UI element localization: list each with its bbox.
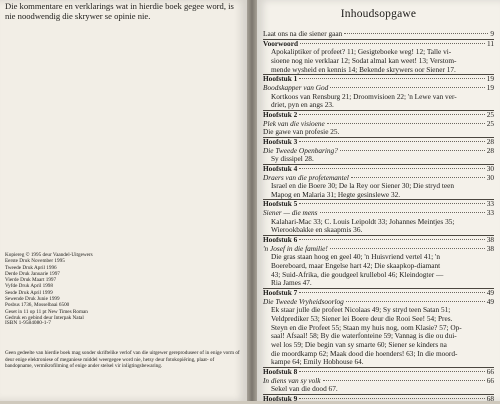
toc-entry-description: Veldprediker 53; Siener lei Boere deur die Rooi See! 54; Pres. xyxy=(271,314,453,323)
toc-entry-description: Israel en die Boere 30; De la Rey oor Siener 30; Die stryd teen xyxy=(271,181,454,191)
toc-entry-description: Kalahari-Mac 33; C. Louis Leipoldt 33; Johannes Meintjes 35; xyxy=(271,216,455,226)
toc-page-number: 66 xyxy=(486,366,494,376)
toc-title: Inhoudsopgawe xyxy=(340,8,417,20)
toc-page-number: 68 xyxy=(486,393,494,403)
toc-label: Siener — die mens xyxy=(263,208,318,218)
toc-label: Voorwoord xyxy=(263,38,298,48)
toc-label: Boodskapper van God xyxy=(263,82,329,92)
toc-entry-description: driet, pyn en angs 23. xyxy=(271,100,334,110)
toc-label: Hoofstuk 8 xyxy=(263,366,298,376)
toc-leader-dots xyxy=(346,301,485,302)
imprint-line: Vyfde Druk April 1998 xyxy=(5,283,53,290)
toc-entry-description: Boereboard, maar Engelse hart 42; Die skaapkop-diamant xyxy=(271,261,441,271)
toc-leader-dots xyxy=(330,248,485,249)
toc-page-number: 19 xyxy=(486,82,494,92)
toc-label: Hoofstuk 3 xyxy=(263,136,298,146)
toc-leader-dots xyxy=(320,212,485,213)
toc-label: Hoofstuk 4 xyxy=(263,163,298,173)
toc-leader-dots xyxy=(299,114,484,115)
toc-label: Die Tweede Openbaring? xyxy=(263,145,338,155)
intro-note: Die kommentare en verklarings wat in hierdie boek gegee word, is nie noodwendig die skrywer se opinie nie. xyxy=(5,1,234,22)
imprint-line: Geset in 11 op 11 pt New Times Roman xyxy=(5,308,88,315)
toc-label: Hoofstuk 1 xyxy=(263,74,298,84)
toc-entry-description: Kortkoos van Rensburg 21; Droomvisioen 22; 'n Lewe van ver- xyxy=(271,91,457,101)
toc-leader-dots xyxy=(299,292,484,293)
copyright-notice: Geen gedeelte van hierdie boek mag sonder skriftelike verlof van die uitgewer gereproduseer of in enige vorm of deur enige elektroniese of meganiese middel weergegee word nie, hetsy deur fotokopiëring, plaat- of bandopname, vermikrofilming of enige ander stelsel vir inligtingsbewaring. xyxy=(5,350,240,370)
toc-label: Hoofstuk 2 xyxy=(263,109,298,119)
toc-page-number: 19 xyxy=(486,74,494,84)
toc-entry-description: Die gras staan hoog en geel 40; 'n Huisvriend vertel 41; 'n xyxy=(271,252,440,262)
imprint-line: Vierde Druk Maart 1997 xyxy=(5,277,57,284)
toc-leader-dots xyxy=(351,177,485,178)
toc-page-number: 25 xyxy=(486,118,494,128)
toc-entry-description: wel los 59; Die begin van sy smarte 60; Siener se kinders na xyxy=(271,339,447,349)
toc-page-number: 30 xyxy=(486,163,494,173)
toc-leader-dots xyxy=(299,239,484,240)
toc-leader-dots xyxy=(300,43,485,44)
toc-leader-dots xyxy=(299,371,484,372)
toc-page-number: 11 xyxy=(486,38,494,48)
toc-chapter-heading xyxy=(263,394,494,404)
toc-leader-dots xyxy=(299,78,484,79)
toc-page-number: 28 xyxy=(486,136,494,146)
toc-page-number: 28 xyxy=(486,145,494,155)
toc-leader-dots xyxy=(327,123,485,124)
toc-entry-description: Ria James 47. xyxy=(271,278,312,288)
toc-page-number: 30 xyxy=(486,172,494,182)
toc-entry-description: Ek staar julle die profeet Nicolaas 49; Sy stryd teen Satan 51; xyxy=(271,305,451,315)
toc-page-number: 49 xyxy=(486,288,494,298)
toc-label: In diens van sy volk xyxy=(263,375,321,385)
toc-label: Plek van die visioene xyxy=(263,118,325,128)
toc-entry xyxy=(263,30,494,39)
toc-leader-dots xyxy=(340,150,485,151)
toc-entry-description: mende wysheid en kennis 14; Bekende skrywers oor Siener 17. xyxy=(271,64,456,74)
toc-entry-description: saal! Afsaal! 58; By die waterfonteine 59; Vannag is die ou dui- xyxy=(271,331,457,341)
toc-page-number: 49 xyxy=(486,296,494,306)
toc-entry-description: sioene nog nie verklaar 12; Sodat almal kan weet! 13; Verstom- xyxy=(271,55,457,65)
toc-page-number: 9 xyxy=(490,29,494,38)
toc-page-number: 33 xyxy=(486,199,494,209)
toc-leader-dots xyxy=(299,168,484,169)
toc-label: Hoofstuk 9 xyxy=(263,393,298,403)
toc-leader-dots xyxy=(323,380,485,381)
toc-label: Die Tweede Vryheidsoorlog xyxy=(263,296,344,306)
toc-leader-dots xyxy=(344,33,488,34)
imprint-block xyxy=(5,252,155,321)
toc-label: Hoofstuk 5 xyxy=(263,199,298,209)
toc-label: Hoofstuk 7 xyxy=(263,288,298,298)
toc-entry-description: kampe 64; Emily Hobhouse 64. xyxy=(271,357,364,367)
toc-entry-description: Mapog en Malaria 31; Hegte gesinslewe 32. xyxy=(271,189,401,199)
imprint-line: Sesde Druk April 1999 xyxy=(5,289,53,296)
toc-label: 'n Josef in die familie! xyxy=(263,243,328,253)
toc-label: Die gawe van profesie 25. xyxy=(263,127,340,137)
toc-page-number: 33 xyxy=(486,208,494,218)
toc-entry xyxy=(263,128,494,137)
imprint-line: Eerste Druk November 1995 xyxy=(5,258,65,265)
toc-leader-dots xyxy=(299,203,484,204)
book-gutter xyxy=(247,0,257,401)
toc-entry-description: Sekel van die dood 67. xyxy=(271,384,338,394)
toc-label: Hoofstuk 6 xyxy=(263,235,298,245)
imprint-line: Kopiereg © 1995 deur Vaandel-Uitgewers xyxy=(5,252,93,258)
right-page xyxy=(257,0,500,401)
toc-entry-description: Sy dissipel 28. xyxy=(271,154,314,164)
imprint-line: Gedruk en gebind deur Interpak Natal xyxy=(5,314,84,321)
left-page xyxy=(0,0,247,401)
imprint-line: Derde Druk Januarie 1997 xyxy=(5,270,60,277)
toc-page-number: 38 xyxy=(486,243,494,253)
toc-label: Laat ons na die siener gaan xyxy=(263,29,343,38)
toc-leader-dots xyxy=(299,398,484,399)
toc-entry-description: Wierookbakke en skaapmis 36. xyxy=(271,225,363,235)
toc-page-number: 66 xyxy=(486,375,494,385)
toc-leader-dots xyxy=(330,87,484,88)
imprint-line: Tweede Druk April 1996 xyxy=(5,264,57,271)
imprint-line: Sewende Druk Junie 1999 xyxy=(5,296,60,303)
isbn: ISBN 1-9584080-1-7 xyxy=(5,320,51,326)
toc-page-number: 25 xyxy=(486,109,494,119)
toc-label: Draers van die profetemantel xyxy=(263,172,349,182)
toc-entry-description: Steyn en die Profeet 55; Staan my huis nog, oom Klasie? 57; Op- xyxy=(271,322,462,332)
toc-list xyxy=(263,30,494,404)
toc-page-number: 38 xyxy=(486,235,494,245)
toc-entry-description: die moordkamp 62; Maak dood die hoenders! 63; In die moord- xyxy=(271,348,458,358)
toc-entry-description: 43; Suid-Afrika, die goudgeel krullebol 46; Kleindogter — xyxy=(271,269,444,279)
toc-entry-description: Apokaliptiker of profeet? 11; Gesigteboeke weg! 12; Talle vi- xyxy=(271,47,452,57)
toc-leader-dots xyxy=(299,141,484,142)
imprint-line: Posbus 1736, Mosselbaai 6500 xyxy=(5,302,70,309)
